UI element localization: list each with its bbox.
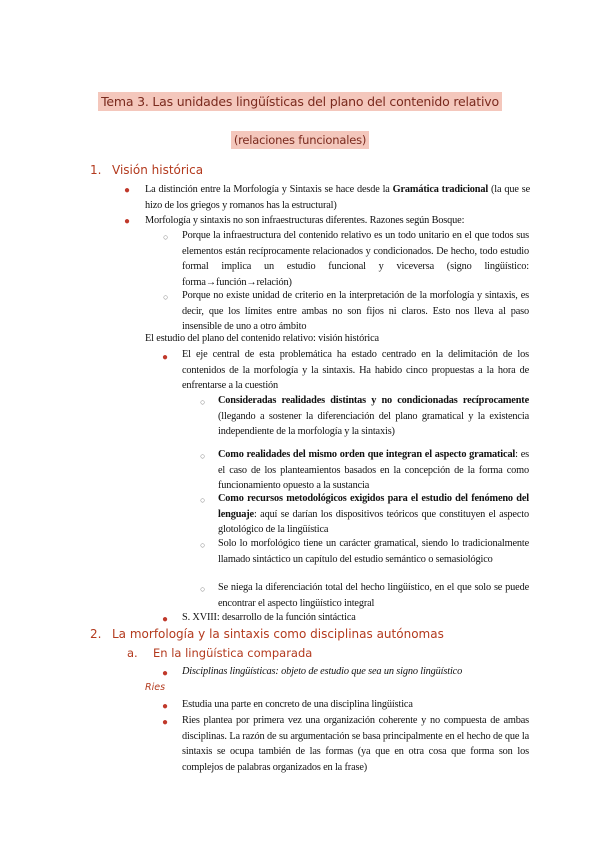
ries-label: Ries [145, 682, 166, 693]
page-subtitle: (relaciones funcionales) [231, 131, 369, 149]
s1-sub-1: Porque la infraestructura del contenido relativo es un todo unitario en el que todos sus elementos están recíprocamente relacionados y condicionados. De hecho, todo estudio formal implica un estudio funcional y viceversa (signo lingüístico: forma→función→relación) [182, 230, 529, 288]
s1-bullet-2: Morfología y sintaxis no son infraestructuras diferentes. Razones según Bosque: [145, 215, 465, 226]
s1-proposal-1 [218, 393, 529, 440]
s1-proposal-4: Solo lo morfológico tiene un carácter gramatical, siendo lo tradicionalmente llamado sintáctico un capítulo del estudio semántico o semasiológico [218, 538, 529, 565]
s1-sub-2: Porque no existe unidad de criterio en la interpretación de la morfología y sintaxis, es decir, que los límites entre ambas no son fijos ni claros. Esto nos lleva al paso insensible de uno a otro ámbito [182, 290, 529, 333]
proposal-2-text: : es el caso de los planteamientos basados en la concepción de la forma como funcionamiento opuesto a la sustancia [218, 449, 529, 492]
bullet-icon: ● [124, 216, 131, 227]
proposal-1-bold: Consideradas realidades distintas y no condicionadas recíprocamente [218, 395, 529, 406]
s2-bullet-1 [182, 664, 529, 680]
proposal-3-bold: Como recursos metodológicos exigidos para el estudio del fenómeno del lenguaje [218, 493, 529, 520]
circle-bullet-icon: ○ [200, 540, 206, 550]
circle-bullet-icon: ○ [200, 584, 206, 594]
subsection-a-title: En la lingüística comparada [153, 646, 313, 660]
s1-proposal-3 [218, 491, 529, 538]
bullet-icon: ● [124, 185, 131, 196]
subsection-a-letter: a. [127, 646, 138, 660]
bullet-icon: ● [162, 717, 169, 728]
proposal-3-text: : aquí se darían los dispositivos teóricos que constituyen el aspecto glotológico de la lingüística [218, 508, 529, 536]
circle-bullet-icon: ○ [163, 232, 169, 242]
s2-bullet-2: Estudia una parte en concreto de una disciplina lingüística [182, 699, 413, 710]
s1-b1-tail: (la que se hizo de los griegos y romanos has la estructural) [145, 184, 530, 211]
title-line [0, 93, 600, 111]
s2-bullet-3: Ries plantea por primera vez una organización coherente y no compuesta de ambas disciplinas. La razón de su argumentación se basa principalmente en el hecho de que la sintaxis se ocupa también de las formas (ya que en otra cosa que forma son los complejos de palabras organizados en la frase) [182, 715, 529, 773]
section-2-number: 2. [90, 627, 102, 641]
circle-bullet-icon: ○ [163, 292, 169, 302]
bullet-icon: ● [162, 668, 169, 679]
bullet-icon: ● [162, 701, 169, 712]
s1-proposal-2 [218, 447, 529, 494]
subsection-a-heading [127, 646, 312, 660]
section-1-number: 1. [90, 163, 102, 177]
s1-b1-bold: Gramática tradicional [392, 184, 489, 195]
circle-bullet-icon: ○ [200, 397, 206, 407]
section-1-title: Visión histórica [112, 163, 204, 177]
section-2-heading [90, 627, 444, 641]
bullet-icon: ● [162, 352, 169, 363]
page-title: Tema 3. Las unidades lingüísticas del plano del contenido relativo [98, 92, 502, 111]
s1-plain-line: El estudio del plano del contenido relativo: visión histórica [145, 333, 379, 344]
s1-bullet-4: S. XVIII: desarrollo de la función sintáctica [182, 612, 356, 623]
proposal-1-text: (llegando a sostener la diferenciación del plano gramatical y la existencia independiente de la morfología y la sintaxis) [218, 410, 529, 438]
s1-proposal-5: Se niega la diferenciación total del hecho lingüístico, en el que solo se puede encontrar el aspecto lingüístico integral [218, 582, 529, 609]
bullet-icon: ● [162, 614, 169, 625]
s2-b1-italic: Disciplinas lingüísticas: objeto de estudio que sea un signo lingüístico [182, 666, 463, 677]
s1-bullet-1 [145, 182, 530, 213]
proposal-2-bold: Como realidades del mismo orden que integran el aspecto gramatical [218, 449, 516, 460]
s1-bullet-3: El eje central de esta problemática ha estado centrado en la delimitación de los contenidos de la morfología y la sintaxis. Ha habido cinco propuestas a la hora de enfrentarse a la cuestión [182, 349, 529, 392]
circle-bullet-icon: ○ [200, 451, 206, 461]
s1-b1-text: La distinción entre la Morfología y Sintaxis se hace desde la [145, 184, 393, 195]
subtitle-line [0, 131, 600, 149]
circle-bullet-icon: ○ [200, 495, 206, 505]
section-2-title: La morfología y la sintaxis como disciplinas autónomas [112, 627, 444, 641]
section-1-heading [90, 163, 203, 177]
